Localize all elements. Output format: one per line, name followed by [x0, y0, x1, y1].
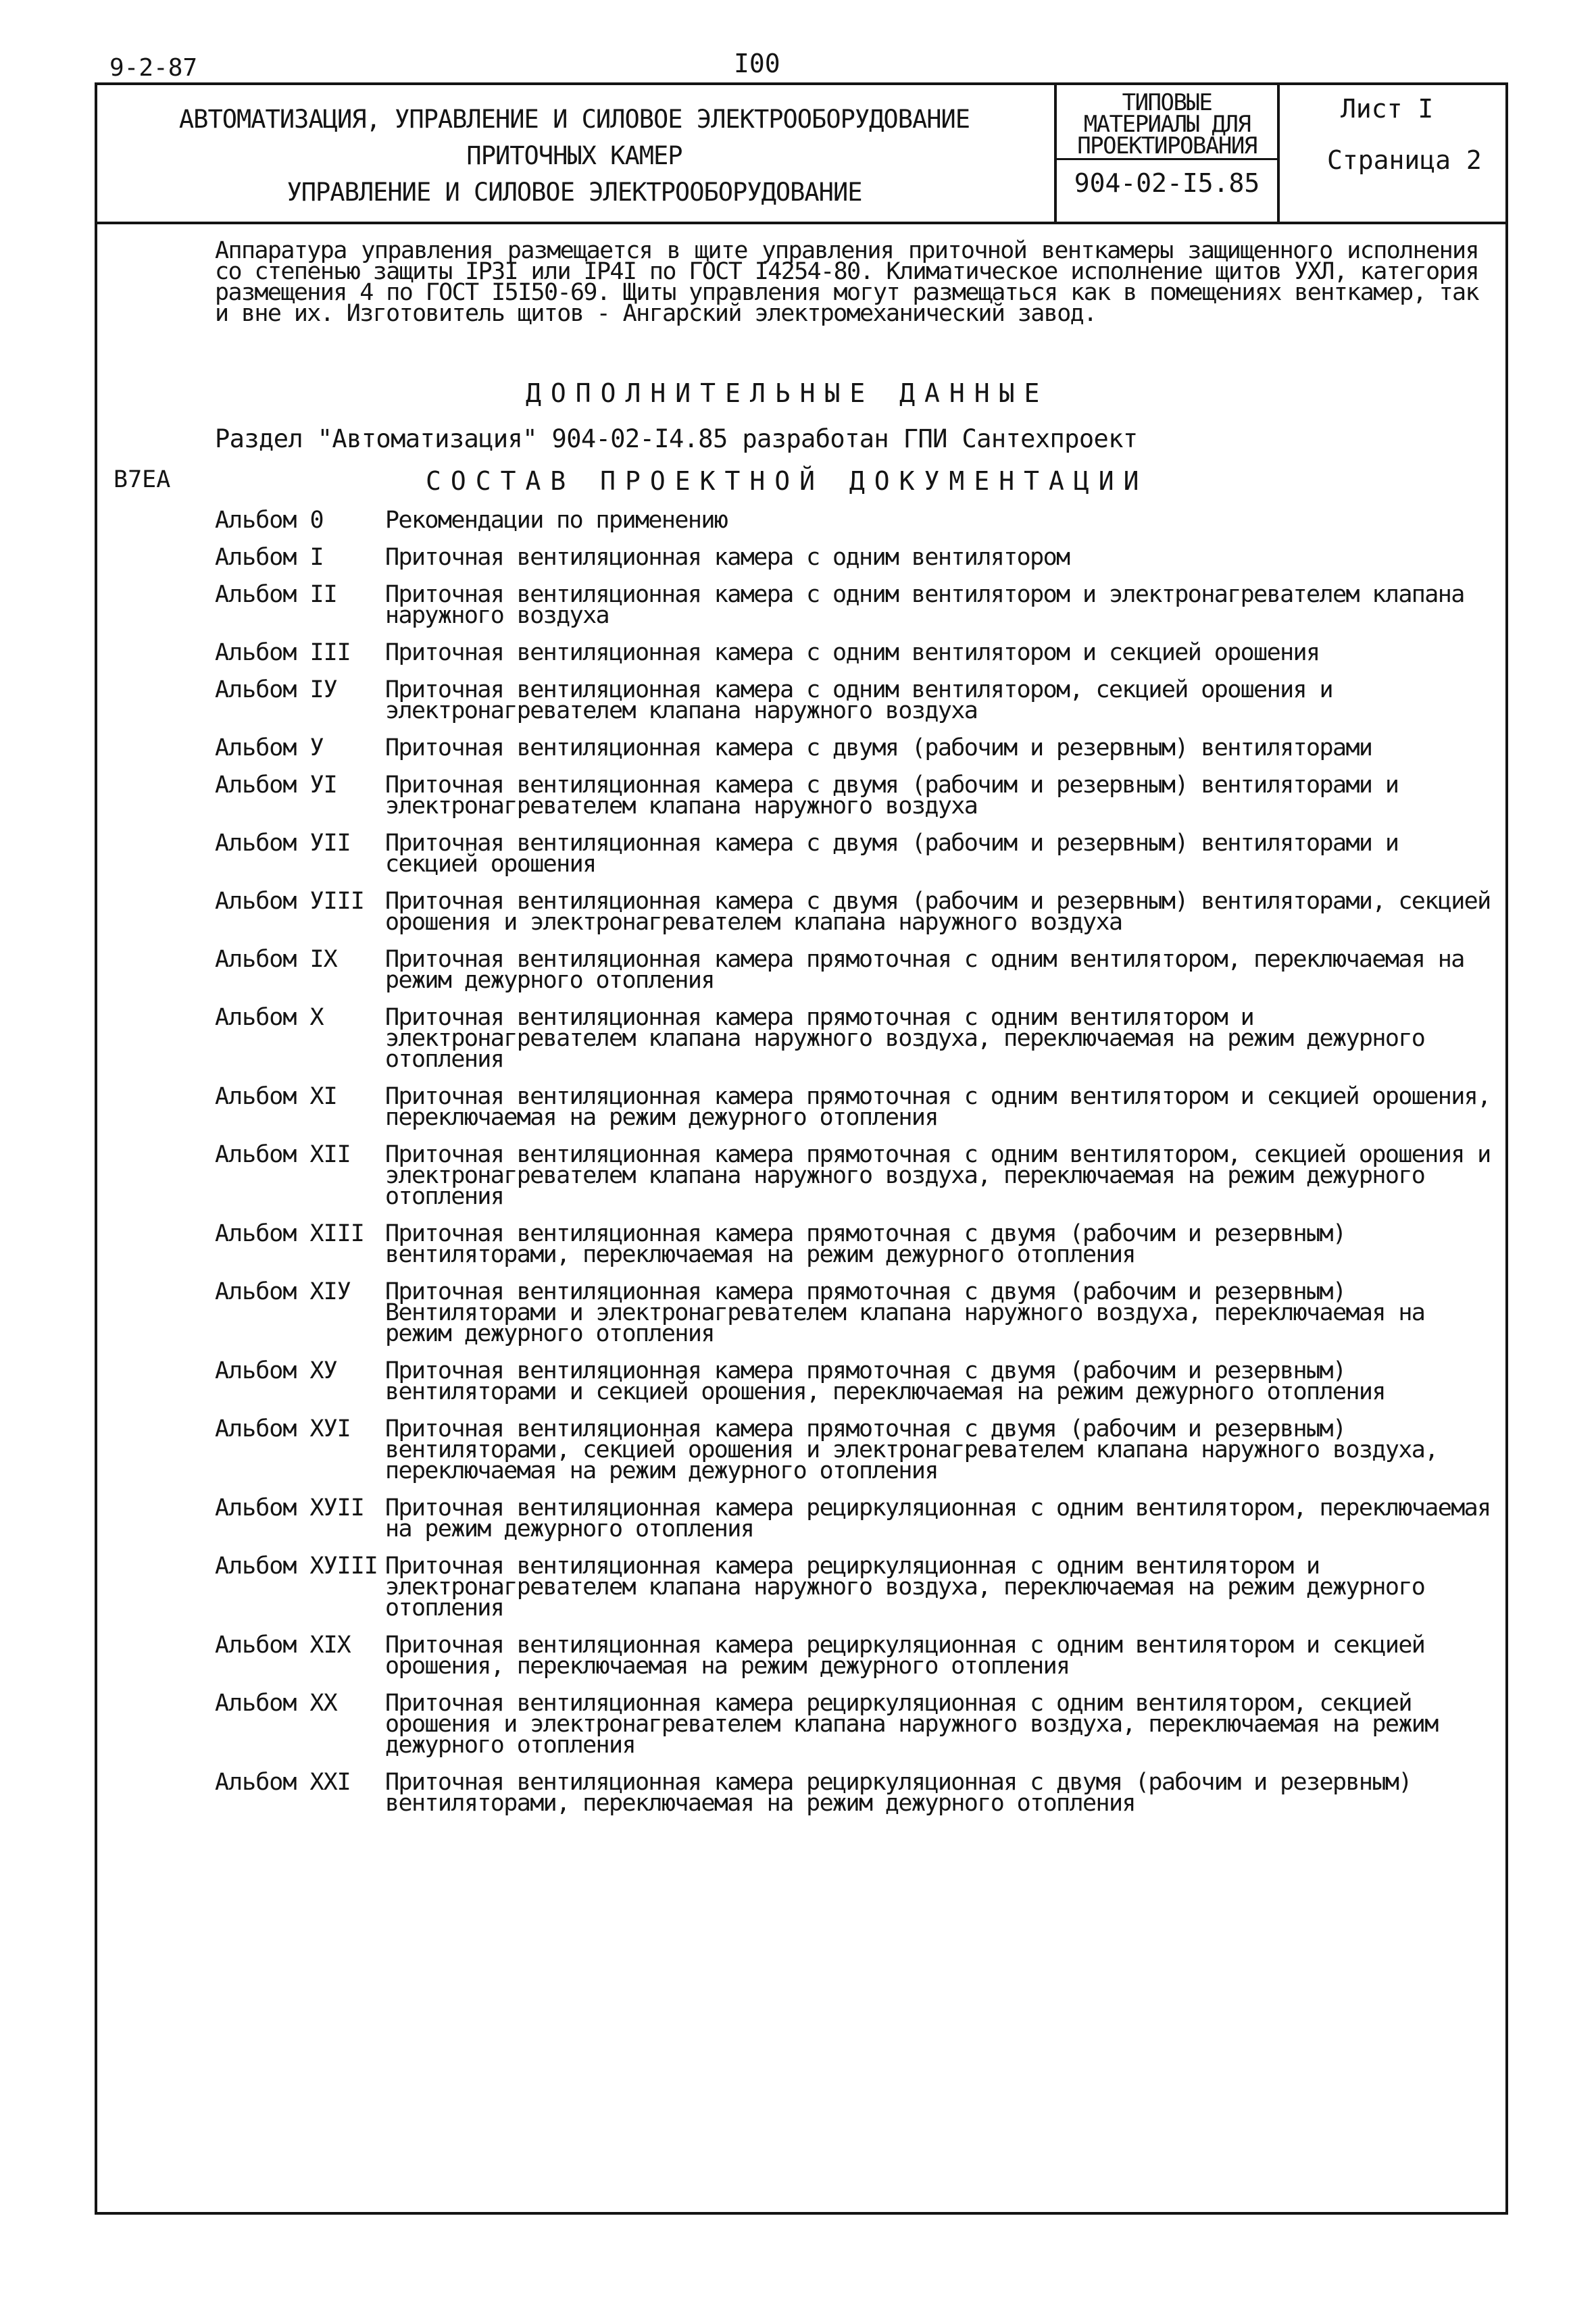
- album-label: Альбом УII: [215, 830, 351, 857]
- album-label: Альбом XIX: [215, 1632, 351, 1659]
- album-item: [215, 772, 1499, 820]
- document-code-mark: 9-2-87: [109, 54, 198, 82]
- album-description: Приточная вентиляционная камера рециркуляционная с одним вентилятором, секцией орошения и электронагревателем клапана наружного воздуха, переключаемая на режим дежурного отопления: [385, 1690, 1438, 1759]
- album-label: Альбом ХУIII: [215, 1553, 378, 1580]
- album-item: [215, 1769, 1499, 1817]
- typical-materials-line: ПРОЕКТИРОВАНИЯ: [1077, 132, 1257, 159]
- album-item: [215, 1083, 1499, 1131]
- album-description: Приточная вентиляционная камера прямоточная с одним вентилятором, секцией орошения и электронагревателем клапана наружного воздуха, переключаемая на режим дежурного отопления: [385, 1141, 1491, 1210]
- album-label: Альбом X: [215, 1004, 324, 1031]
- album-item: [215, 1415, 1499, 1484]
- album-label: Альбом XIII: [215, 1220, 364, 1247]
- composition-heading: СОСТАВ ПРОЕКТНОЙ ДОКУМЕНТАЦИИ: [426, 466, 1149, 496]
- album-item: [215, 507, 1499, 534]
- album-description: Приточная вентиляционная камера с одним вентилятором, секцией орошения и электронагревателем клапана наружного воздуха: [385, 676, 1332, 724]
- album-description: Приточная вентиляционная камера прямоточная с двумя (рабочим и резервным) вентиляторами, переключаемая на режим дежурного отопления: [385, 1220, 1346, 1268]
- album-description: Приточная вентиляционная камера прямоточная с одним вентилятором, переключаемая на режим дежурного отопления: [385, 946, 1464, 994]
- page-number: I00: [734, 49, 780, 78]
- page-label: Страница 2: [1327, 145, 1482, 175]
- sheet-info: [1280, 92, 1505, 177]
- typical-materials-label: [1057, 89, 1277, 159]
- album-item: [215, 946, 1499, 994]
- album-item: [215, 1690, 1499, 1759]
- album-label: Альбом IУ: [215, 676, 337, 703]
- title-block: [95, 82, 1508, 224]
- album-label: Альбом УIII: [215, 888, 364, 915]
- album-item: [215, 1357, 1499, 1405]
- album-item: [215, 544, 1499, 571]
- typical-materials-line: МАТЕРИАЛЫ ДЛЯ: [1083, 111, 1251, 138]
- album-label: Альбом УI: [215, 772, 337, 799]
- album-label: Альбом XX: [215, 1690, 337, 1717]
- document-title: [95, 101, 1054, 211]
- album-label: Альбом ХУ: [215, 1357, 337, 1384]
- album-label: Альбом XXI: [215, 1769, 351, 1796]
- album-item: [215, 1494, 1499, 1542]
- additional-data-heading: ДОПОЛНИТЕЛЬНЫЕ ДАННЫЕ: [526, 378, 1049, 408]
- sheet-number: Лист I: [1341, 94, 1434, 124]
- album-item: [215, 1278, 1499, 1347]
- album-description: Приточная вентиляционная камера рециркуляционная с одним вентилятором и секцией орошения, переключаемая на режим дежурного отопления: [385, 1632, 1425, 1680]
- album-description: Приточная вентиляционная камера прямоточная с одним вентилятором и секцией орошения, переключаемая на режим дежурного отопления: [385, 1083, 1491, 1131]
- album-description: Приточная вентиляционная камера с двумя (рабочим и резервным) вентиляторами и электронагревателем клапана наружного воздуха: [385, 772, 1399, 820]
- album-description: Приточная вентиляционная камера с одним вентилятором: [385, 544, 1070, 571]
- album-description: Приточная вентиляционная камера с одним вентилятором и электронагревателем клапана наружного воздуха: [385, 581, 1464, 629]
- album-description: Приточная вентиляционная камера прямоточная с двумя (рабочим и резервным) Вентиляторами и электронагревателем клапана наружного воздуха, переключаемая на режим дежурного отопления: [385, 1278, 1425, 1347]
- album-label: Альбом XIУ: [215, 1278, 351, 1305]
- album-item: [215, 734, 1499, 761]
- developer-note: Раздел "Автоматизация" 904-02-I4.85 разработан ГПИ Сантехпроект: [215, 424, 1138, 453]
- album-label: Альбом IX: [215, 946, 337, 973]
- album-item: [215, 830, 1499, 878]
- album-description: Рекомендации по применению: [385, 507, 728, 534]
- album-label: Альбом ХУI: [215, 1415, 351, 1442]
- album-description: Приточная вентиляционная камера рециркуляционная с одним вентилятором и электронагревателем клапана наружного воздуха, переключаемая на режим дежурного отопления: [385, 1553, 1425, 1621]
- album-item: [215, 639, 1499, 666]
- album-item: [215, 581, 1499, 629]
- album-item: [215, 1004, 1499, 1073]
- album-list: [215, 507, 1499, 1830]
- album-label: Альбом 0: [215, 507, 324, 534]
- album-description: Приточная вентиляционная камера рециркуляционная с двумя (рабочим и резервным) вентиляторами, переключаемая на режим дежурного отопления: [385, 1769, 1412, 1817]
- album-description: Приточная вентиляционная камера рециркуляционная с одним вентилятором, переключаемая на режим дежурного отопления: [385, 1494, 1491, 1542]
- album-description: Приточная вентиляционная камера с двумя (рабочим и резервным) вентиляторами: [385, 734, 1372, 761]
- album-description: Приточная вентиляционная камера с одним вентилятором и секцией орошения: [385, 639, 1320, 666]
- album-label: Альбом XII: [215, 1141, 351, 1168]
- document-title-line: УПРАВЛЕНИЕ И СИЛОВОЕ ЭЛЕКТРООБОРУДОВАНИЕ: [286, 178, 862, 207]
- album-label: Альбом I: [215, 544, 324, 571]
- album-label: Альбом XI: [215, 1083, 337, 1110]
- project-code: 904-02-I5.85: [1074, 168, 1260, 198]
- album-label: Альбом ХУII: [215, 1494, 364, 1521]
- album-description: Приточная вентиляционная камера прямоточная с двумя (рабочим и резервным) вентиляторами, секцией орошения и электронагревателем клапана наружного воздуха, переключаемая на режим дежурного отопления: [385, 1415, 1438, 1484]
- album-description: Приточная вентиляционная камера с двумя (рабочим и резервным) вентиляторами и секцией орошения: [385, 830, 1399, 878]
- intro-paragraph: Аппаратура управления размещается в щите управления приточной венткамеры защищенного исполнения со степенью защиты IP3I или IP4I по ГОСТ I4254-80. Климатическое исполнение щитов УХЛ, категория размещения 4 по ГОСТ I5I50-69. Щиты управления могут размещаться как в помещениях венткамер, так и вне их. Изготовитель щитов - Ангарский электромеханический завод.: [215, 237, 1478, 327]
- album-item: [215, 676, 1499, 724]
- document-title-line: АВТОМАТИЗАЦИЯ, УПРАВЛЕНИЕ И СИЛОВОЕ ЭЛЕКТРООБОРУДОВАНИЕ: [178, 105, 970, 134]
- album-item: [215, 1141, 1499, 1210]
- title-block-divider: [1057, 158, 1277, 160]
- album-item: [215, 1220, 1499, 1268]
- album-label: Альбом II: [215, 581, 337, 608]
- album-item: [215, 1553, 1499, 1621]
- album-item: [215, 888, 1499, 936]
- album-description: Приточная вентиляционная камера прямоточная с двумя (рабочим и резервным) вентиляторами и секцией орошения, переключаемая на режим дежурного отопления: [385, 1357, 1385, 1405]
- album-label: Альбом III: [215, 639, 351, 666]
- typical-materials-line: ТИПОВЫЕ: [1122, 89, 1212, 116]
- album-item: [215, 1632, 1499, 1680]
- document-title-line: ПРИТОЧНЫХ КАМЕР: [466, 141, 682, 170]
- album-description: Приточная вентиляционная камера прямоточная с одним вентилятором и электронагревателем клапана наружного воздуха, переключаемая на режим дежурного отопления: [385, 1004, 1425, 1073]
- margin-code: B7EA: [114, 466, 171, 493]
- album-description: Приточная вентиляционная камера с двумя (рабочим и резервным) вентиляторами, секцией орошения и электронагревателем клапана наружного воздуха: [385, 888, 1491, 936]
- album-label: Альбом У: [215, 734, 324, 761]
